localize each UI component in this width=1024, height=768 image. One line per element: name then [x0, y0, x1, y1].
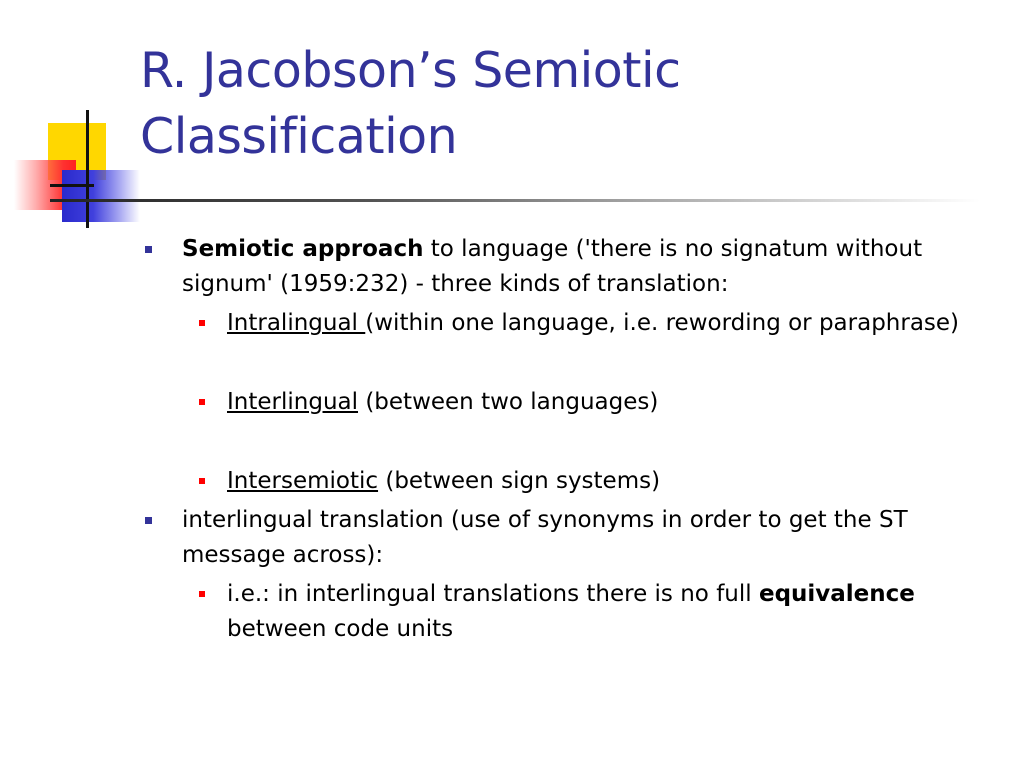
slide-body: [145, 232, 1005, 647]
subbullet-text: (between sign systems): [378, 468, 661, 494]
slide-title: [140, 38, 1000, 170]
decor-horizontal-line: [50, 184, 94, 187]
subbullet-text: (within one language, i.e. rewording or paraphrase): [365, 310, 960, 336]
bullet-interlingual-translation: [145, 503, 1005, 573]
bullet-semiotic-approach: [145, 232, 1005, 302]
subbullet-intralingual: [145, 306, 1005, 341]
subbullet-underlined-term: Intralingual: [227, 310, 366, 336]
decor-blue-square: [62, 170, 140, 222]
square-bullet-icon: [199, 399, 205, 405]
subbullet-equivalence: [145, 577, 1005, 647]
subbullet-intersemiotic: [145, 464, 1005, 499]
slide-title-line2: Classification: [140, 108, 458, 165]
square-bullet-icon: [199, 591, 205, 597]
subbullet-bold-term: equivalence: [758, 581, 915, 607]
square-bullet-icon: [145, 246, 152, 253]
subbullet-text: (between two languages): [358, 389, 659, 415]
square-bullet-icon: [145, 517, 152, 524]
slide-title-line1: R. Jacobson’s Semiotic: [140, 42, 681, 99]
bullet-bold-term: Semiotic approach: [182, 236, 424, 262]
subbullet-text-before: i.e.: in interlingual translations there is no full: [227, 581, 759, 607]
subbullet-underlined-term: Interlingual: [227, 389, 359, 415]
title-divider: [50, 199, 980, 202]
bullet-text: interlingual translation (use of synonyms in order to get the ST message across):: [182, 507, 908, 568]
subbullet-text-after: between code units: [227, 616, 454, 642]
decor-vertical-line: [86, 110, 89, 228]
bullet-text: to language ('there is no signatum without signum' (1959:232) - three kinds of translation:: [182, 236, 923, 297]
subbullet-underlined-term: Intersemiotic: [227, 468, 379, 494]
square-bullet-icon: [199, 478, 205, 484]
subbullet-interlingual: [145, 385, 1005, 420]
square-bullet-icon: [199, 320, 205, 326]
